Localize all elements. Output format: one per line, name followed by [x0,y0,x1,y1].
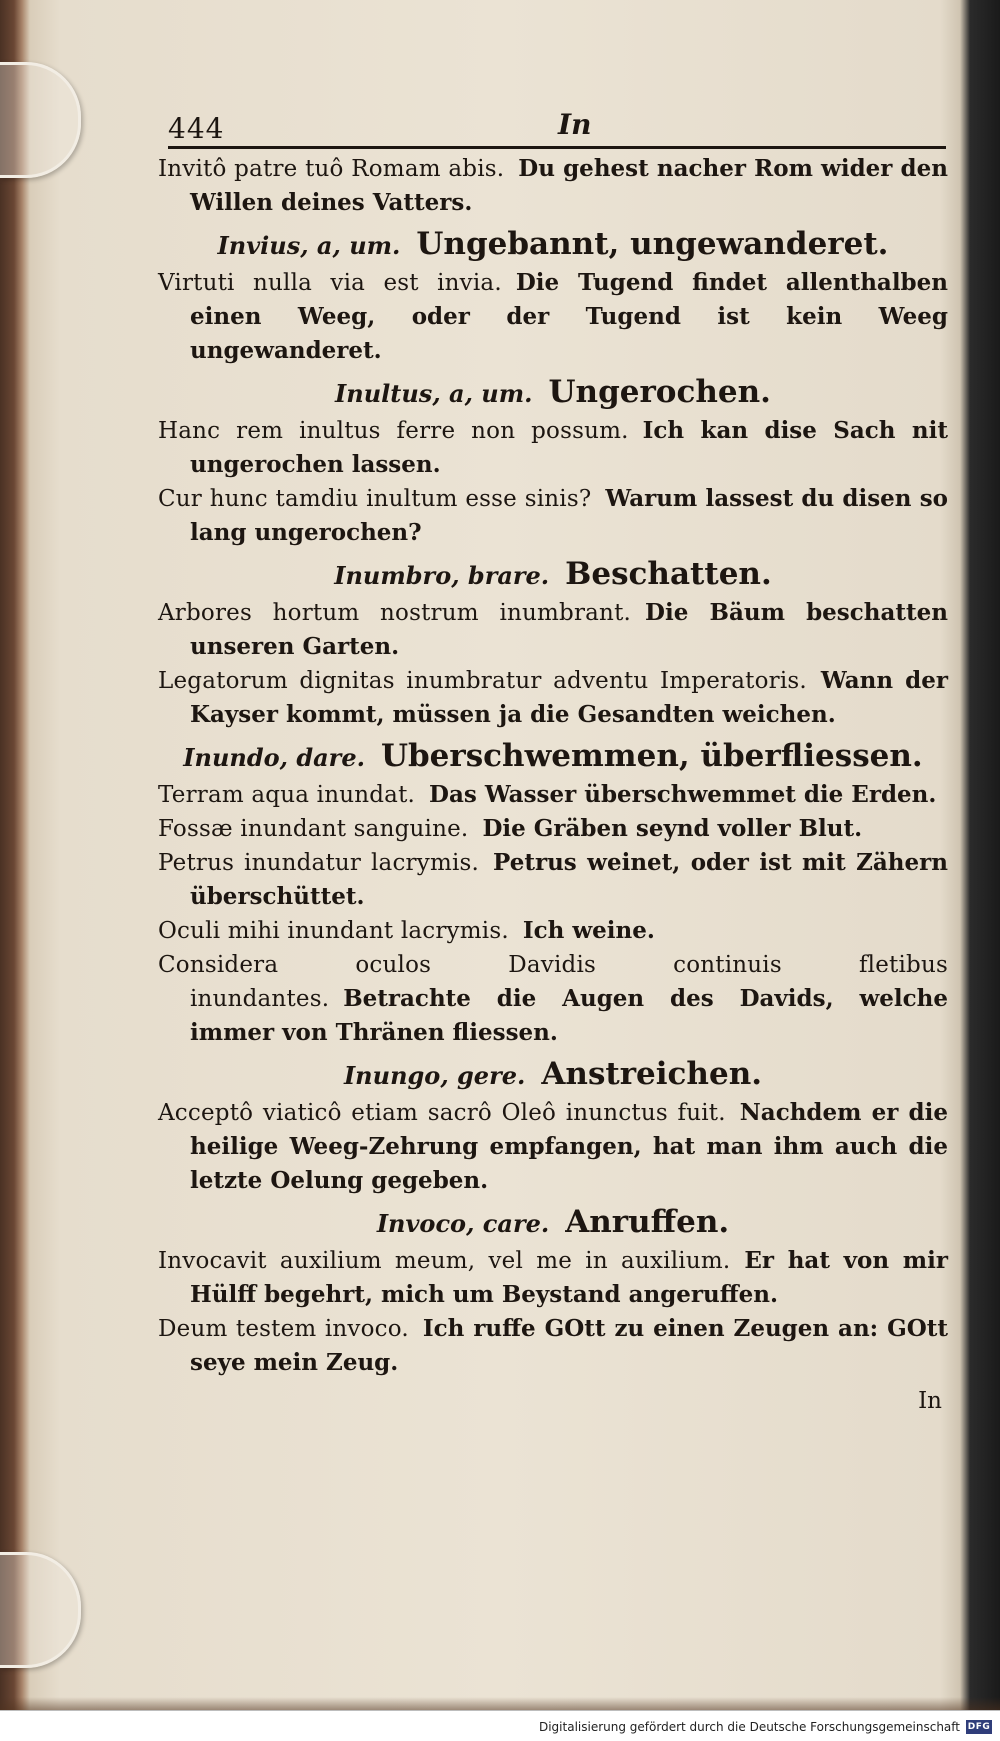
example-latin: Considera oculos Davidis continuis fletibus inundantes. [158,952,948,1012]
headword-latin: Inungo, gere. [343,1061,526,1090]
dictionary-entry [158,374,948,550]
headword-latin: Invoco, care. [376,1209,550,1238]
example-line [158,664,948,732]
headword [158,226,948,264]
page-edge-shadow [0,1697,1000,1711]
example-german: Wann der Kayser kommt, müssen ja die Gesandten weichen. [190,667,948,728]
example-line [158,1244,948,1312]
headword-german: Beschatten. [565,556,772,592]
headword-german: Anstreichen. [541,1056,763,1092]
example-line [158,482,948,550]
example-german: Die Tugend findet allenthalben einen Weeg, oder der Tugend ist kein Weeg ungewanderet. [190,269,948,364]
example-line [158,596,948,664]
header-rule [168,146,946,149]
headword-latin: Invius, a, um. [217,231,401,260]
continued-examples [158,152,948,220]
example-latin: Legatorum dignitas inumbratur adventu Imperatoris. [158,668,807,694]
example-latin: Arbores hortum nostrum inumbrant. [158,600,632,626]
example-line [158,414,948,482]
example-latin: Invitô patre tuô Romam abis. [158,156,505,182]
example-german: Nachdem er die heilige Weeg-Zehrung empfangen, hat man ihm auch die letzte Oelung gegeben. [190,1099,948,1194]
running-head: In [558,108,592,141]
dictionary-entry [158,738,948,1050]
headword-german: Ungebannt, ungewanderet. [416,226,889,262]
example-german: Ich weine. [522,917,655,944]
headword [158,1056,948,1094]
dictionary-entry [158,1204,948,1380]
headword-latin: Inundo, dare. [183,743,365,772]
example-latin: Deum testem invoco. [158,1316,409,1342]
example-german: Warum lassest du disen so lang ungerochen? [190,485,948,546]
example-latin: Oculi mihi inundant lacrymis. [158,918,509,944]
example-german: Ich ruffe GOtt zu einen Zeugen an: GOtt seye mein Zeug. [190,1315,949,1376]
example-line [158,1312,948,1380]
example-latin: Hanc rem inultus ferre non possum. [158,418,629,444]
dictionary-entry [158,556,948,732]
headword [158,374,948,412]
headword [158,1204,948,1242]
footer-bar [0,1710,1000,1741]
dfg-logo: DFG [967,1722,991,1732]
example-german: Die Bäum beschatten unseren Garten. [190,599,948,660]
headword [158,738,948,776]
headword [158,556,948,594]
page-text [158,106,948,1418]
example-latin: Acceptô viaticô etiam sacrô Oleô inunctus fuit. [158,1100,726,1126]
example-line [158,846,948,914]
page-header [158,106,948,152]
example-line [158,914,948,948]
example-german: Das Wasser überschwemmet die Erden. [429,781,937,808]
headword-latin: Inumbro, brare. [334,561,550,590]
example-latin: Fossæ inundant sanguine. [158,816,469,842]
headword-german: Uberschwemmen, überfliessen. [380,738,923,774]
headword-latin: Inultus, a, um. [335,379,533,408]
example-line [158,1096,948,1198]
headword-german: Ungerochen. [548,374,771,410]
example-latin: Invocavit auxilium meum, vel me in auxilium. [158,1248,731,1274]
example-line [158,266,948,368]
page-number: 444 [168,112,225,145]
example-german: Du gehest nacher Rom wider den Willen deines Vatters. [190,155,948,216]
catchword: In [918,1388,942,1414]
example-latin: Petrus inundatur lacrymis. [158,850,480,876]
dictionary-entry [158,1056,948,1198]
dictionary-entry [158,226,948,368]
example-line [158,948,948,1050]
example-latin: Virtuti nulla via est invia. [158,270,502,296]
page-clip-bottom [0,1552,81,1668]
dictionary-entries [158,226,948,1380]
example-latin: Cur hunc tamdiu inultum esse sinis? [158,486,592,512]
example-german: Betrachte die Augen des Davids, welche immer von Thränen fliessen. [190,985,948,1046]
footer-credit: Digitalisierung gefördert durch die Deutsche Forschungsgemeinschaft [538,1720,960,1734]
headword-german: Anruffen. [565,1204,730,1240]
example-german: Die Gräben seynd voller Blut. [482,815,863,842]
example-line [158,812,948,846]
example-german: Ich kan dise Sach nit ungerochen lassen. [190,417,948,478]
example-german: Petrus weinet, oder ist mit Zähern überschüttet. [190,849,948,910]
page-clip-top [0,62,81,178]
example-line [158,778,948,812]
example-german: Er hat von mir Hülff begehrt, mich um Beystand angeruffen. [190,1247,948,1308]
example-latin: Terram aqua inundat. [158,782,416,808]
example-line [158,152,948,220]
